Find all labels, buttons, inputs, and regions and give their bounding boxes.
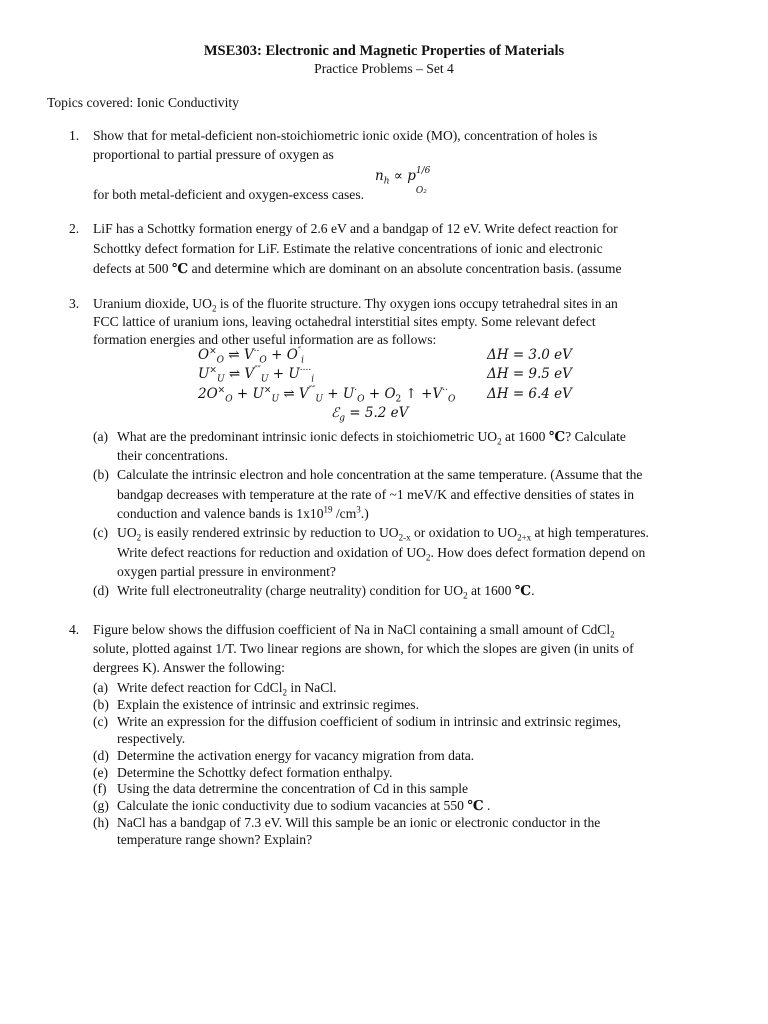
bandgap-equation: ℰ$_g$ = 5.2 eV xyxy=(331,405,409,424)
defect-reaction-1: $O^\times_O$ ⇌ $V^{\cdot\cdot}_O + O''_i$ xyxy=(198,346,305,366)
problem-2-line-3: defects at 500 ℃ and determine which are dominant on an absolute concentration basis. (assume xyxy=(93,261,622,276)
problem-2-line-2: Schottky defect formation for LiF. Estimate the relative concentrations of ionic and electronic xyxy=(93,241,603,256)
problem-4g-line: Calculate the ionic conductivity due to sodium vacancies at 550 ℃ . xyxy=(117,798,491,813)
problem-4c-line-2: respectively. xyxy=(117,731,186,746)
problem-4b-label: (b) xyxy=(93,697,109,712)
problem-4d-label: (d) xyxy=(93,748,109,763)
problem-4d-line: Determine the activation energy for vacancy migration from data. xyxy=(117,748,475,763)
problem-4a-line: Write defect reaction for CdCl$_2$ in NaCl. xyxy=(117,680,337,698)
problem-4e-label: (e) xyxy=(93,765,109,780)
document-title: MSE303: Electronic and Magnetic Properties of Materials xyxy=(203,43,565,59)
problem-3b-line-1: Calculate the intrinsic electron and hole concentration at the same temperature. (Assume that the xyxy=(117,467,643,482)
problem-4-line-3: dergrees K). Answer the following: xyxy=(93,660,285,675)
problem-1-line-1: Show that for metal-deficient non-stoichiometric ionic oxide (MO), concentration of holes is xyxy=(93,128,598,143)
problem-3a-line-2: their concentrations. xyxy=(117,448,228,463)
problem-3b-line-3: conduction and valence bands is $1x10^{19}$ $/cm^3$.) xyxy=(117,504,369,521)
problem-4a-label: (a) xyxy=(93,680,109,695)
problem-3b-line-2: bandgap decreases with temperature at the rate of ~1 meV/K and effective densities of states in xyxy=(117,487,635,502)
problem-4f-label: (f) xyxy=(93,781,107,796)
problem-3b-label: (b) xyxy=(93,467,109,482)
problem-3a-line-1: What are the predominant intrinsic ionic defects in stoichiometric $UO_2$ at 1600 ℃? Calculate xyxy=(117,429,626,447)
problem-3-number: 3. xyxy=(69,296,80,311)
problem-3c-line-2: Write defect reactions for reduction and oxidation of $UO_2$. How does defect formation depend on xyxy=(117,545,646,563)
problem-4-line-2: solute, plotted against 1/T. Two linear regions are shown, for which the slopes are given (in units of xyxy=(93,641,634,656)
problem-4g-label: (g) xyxy=(93,798,109,813)
problem-4-number: 4. xyxy=(69,622,80,637)
problem-4b-line: Explain the existence of intrinsic and extrinsic regimes. xyxy=(117,697,419,712)
problem-3c-line-1: $UO_2$ is easily rendered extrinsic by reduction to $UO_{2-x}$ or oxidation to $UO_{2+x}$ at high temperatures. xyxy=(117,525,649,543)
document-subtitle: Practice Problems – Set 4 xyxy=(314,61,454,76)
problem-3a-label: (a) xyxy=(93,429,109,444)
problem-3-line-3: formation energies and other useful information are as follows: xyxy=(93,332,437,347)
problem-1-line-2: proportional to partial pressure of oxygen as xyxy=(93,147,334,162)
problem-3d-line-1: Write full electroneutrality (charge neutrality) condition for $UO_2$ at 1600 ℃. xyxy=(117,583,535,601)
defect-reaction-3: $2O^\times_O + U^\times_U$ ⇌ $V''''_U + U^\cdot_O + O_2$ ↑ $+V^{\cdot\cdot}_O$ xyxy=(198,385,456,405)
problem-4c-label: (c) xyxy=(93,714,109,729)
problem-4h-line-1: NaCl has a bandgap of 7.3 eV. Will this sample be an ionic or electronic conductor in the xyxy=(117,815,601,830)
problem-3c-label: (c) xyxy=(93,525,109,540)
problem-3-line-1: Uranium dioxide, $UO_2$ is of the fluorite structure. Thy oxygen ions occupy tetrahedral sites in an xyxy=(93,296,618,314)
problem-1-line-3: for both metal-deficient and oxygen-excess cases. xyxy=(93,187,365,202)
enthalpy-3: ΔH = 6.4 eV xyxy=(487,386,572,402)
problem-4h-line-2: temperature range shown? Explain? xyxy=(117,832,313,847)
defect-reaction-2: $U^\times_U$ ⇌ $V''''_U + U^{\cdot\cdot\cdot\cdot}_i$ xyxy=(198,365,315,385)
enthalpy-1: ΔH = 3.0 eV xyxy=(487,347,572,363)
problem-4-line-1: Figure below shows the diffusion coefficient of Na in NaCl containing a small amount of CdCl$_2$ xyxy=(93,622,615,640)
topics-line: Topics covered: Ionic Conductivity xyxy=(47,95,239,110)
problem-3d-label: (d) xyxy=(93,583,109,598)
problem-2-number: 2. xyxy=(69,221,80,236)
problem-4h-label: (h) xyxy=(93,815,109,830)
enthalpy-2: ΔH = 9.5 eV xyxy=(487,366,572,382)
problem-1-number: 1. xyxy=(69,128,80,143)
problem-2-line-1: LiF has a Schottky formation energy of 2.6 eV and a bandgap of 12 eV. Write defect reaction for xyxy=(93,221,618,236)
problem-3c-line-3: oxygen partial pressure in environment? xyxy=(117,564,336,579)
problem-4e-line: Determine the Schottky defect formation enthalpy. xyxy=(117,765,393,780)
problem-4c-line-1: Write an expression for the diffusion coefficient of sodium in intrinsic and extrinsic regimes, xyxy=(117,714,622,729)
problem-3-line-2: FCC lattice of uranium ions, leaving octahedral interstitial sites empty. Some relevant defect xyxy=(93,314,596,329)
problem-1-equation: $n_h \propto p$ 1/6 O₂ xyxy=(375,166,431,196)
problem-4f-line: Using the data detrermine the concentration of Cd in this sample xyxy=(117,781,469,796)
